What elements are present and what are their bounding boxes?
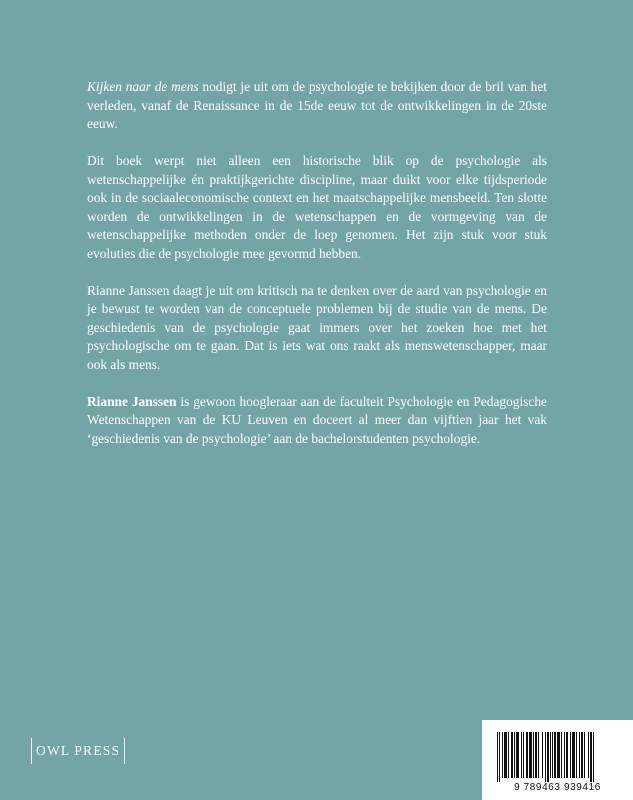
barcode-bar	[502, 732, 503, 778]
barcode-bar	[572, 732, 575, 778]
barcode-bar	[542, 732, 543, 778]
intro-text: nodigt je uit om de psychologie te bekijken door de bril van het verleden, vanaf de Renaissance in de 15de eeuw tot de ontwikkelingen in de 20ste eeuw.	[87, 79, 548, 131]
description-paragraph: Dit boek werpt niet alleen een historische blik op de psychologie als wetenschappelijke én praktijkgerichte discipline, maar duikt voor elke tijdsperiode ook in de sociaaleconomische context en het maatschappelijke mensbeeld. Ten slotte worden de ontwikkelingen in de wetenschappen en de vormgeving van de wetenschappelijke methoden onder de loep genomen. Het zijn stuk voor stuk evoluties die de psychologie mee gevormd hebben.	[87, 153, 547, 261]
barcode-bar	[514, 732, 515, 778]
author-name: Rianne Janssen	[87, 393, 177, 409]
barcode-bar	[523, 732, 524, 778]
barcode-bar	[554, 732, 556, 778]
barcode	[482, 720, 633, 800]
barcode-bar	[564, 732, 565, 778]
barcode-bar	[579, 732, 580, 778]
barcode-bar	[516, 732, 519, 778]
barcode-bar	[533, 732, 534, 778]
publisher-name: OWL PRESS	[36, 743, 121, 758]
barcode-bar	[547, 732, 549, 782]
barcode-bar	[521, 732, 522, 778]
author-paragraph	[87, 393, 547, 449]
challenge-paragraph: Rianne Janssen daagt je uit om kritisch na te denken over de aard van psychologie en je bewust te worden van de conceptuele problemen bij de studie van de mens. De geschiedenis van de psychologie gaat immers over het zoeken hoe met het psychologische om te gaan. Dat is iets wat ons raakt als menswetenschapper, maar ook als mens.	[87, 282, 547, 372]
barcode-bar	[570, 732, 571, 778]
barcode-bar	[504, 732, 507, 778]
publisher-logo	[31, 738, 125, 764]
barcode-bar	[552, 732, 553, 778]
barcode-bar	[538, 732, 539, 778]
barcode-bar	[590, 732, 592, 782]
barcode-bar	[593, 732, 594, 782]
book-title: Kijken naar de mens	[87, 79, 199, 94]
barcode-bar	[576, 732, 577, 778]
barcode-bars	[482, 720, 633, 782]
intro-paragraph	[87, 78, 547, 134]
barcode-bar	[550, 732, 551, 778]
barcode-bar	[497, 732, 498, 782]
back-cover-text	[87, 78, 547, 467]
barcode-bar	[561, 732, 562, 778]
barcode-bar	[581, 732, 583, 778]
barcode-bar	[588, 732, 589, 778]
barcode-bar	[566, 732, 568, 778]
barcode-bar	[557, 732, 560, 778]
barcode-bar	[535, 732, 537, 778]
barcode-bar	[584, 732, 585, 778]
barcode-bar	[508, 732, 509, 778]
barcode-bar	[529, 732, 532, 778]
barcode-bar	[511, 732, 513, 778]
isbn-number: 9 789463 939416	[514, 782, 601, 793]
barcode-bar	[499, 732, 500, 782]
author-bio: is gewoon hoogleraar aan de faculteit Psychologie en Pedagogische Wetenschappen van de KU Leuven en doceert al meer dan vijftien jaar het vak ‘geschiedenis van de psychologie’ aan de bachelorstudenten psychologie.	[87, 393, 547, 446]
barcode-bar	[545, 732, 546, 782]
barcode-bar	[526, 732, 528, 778]
